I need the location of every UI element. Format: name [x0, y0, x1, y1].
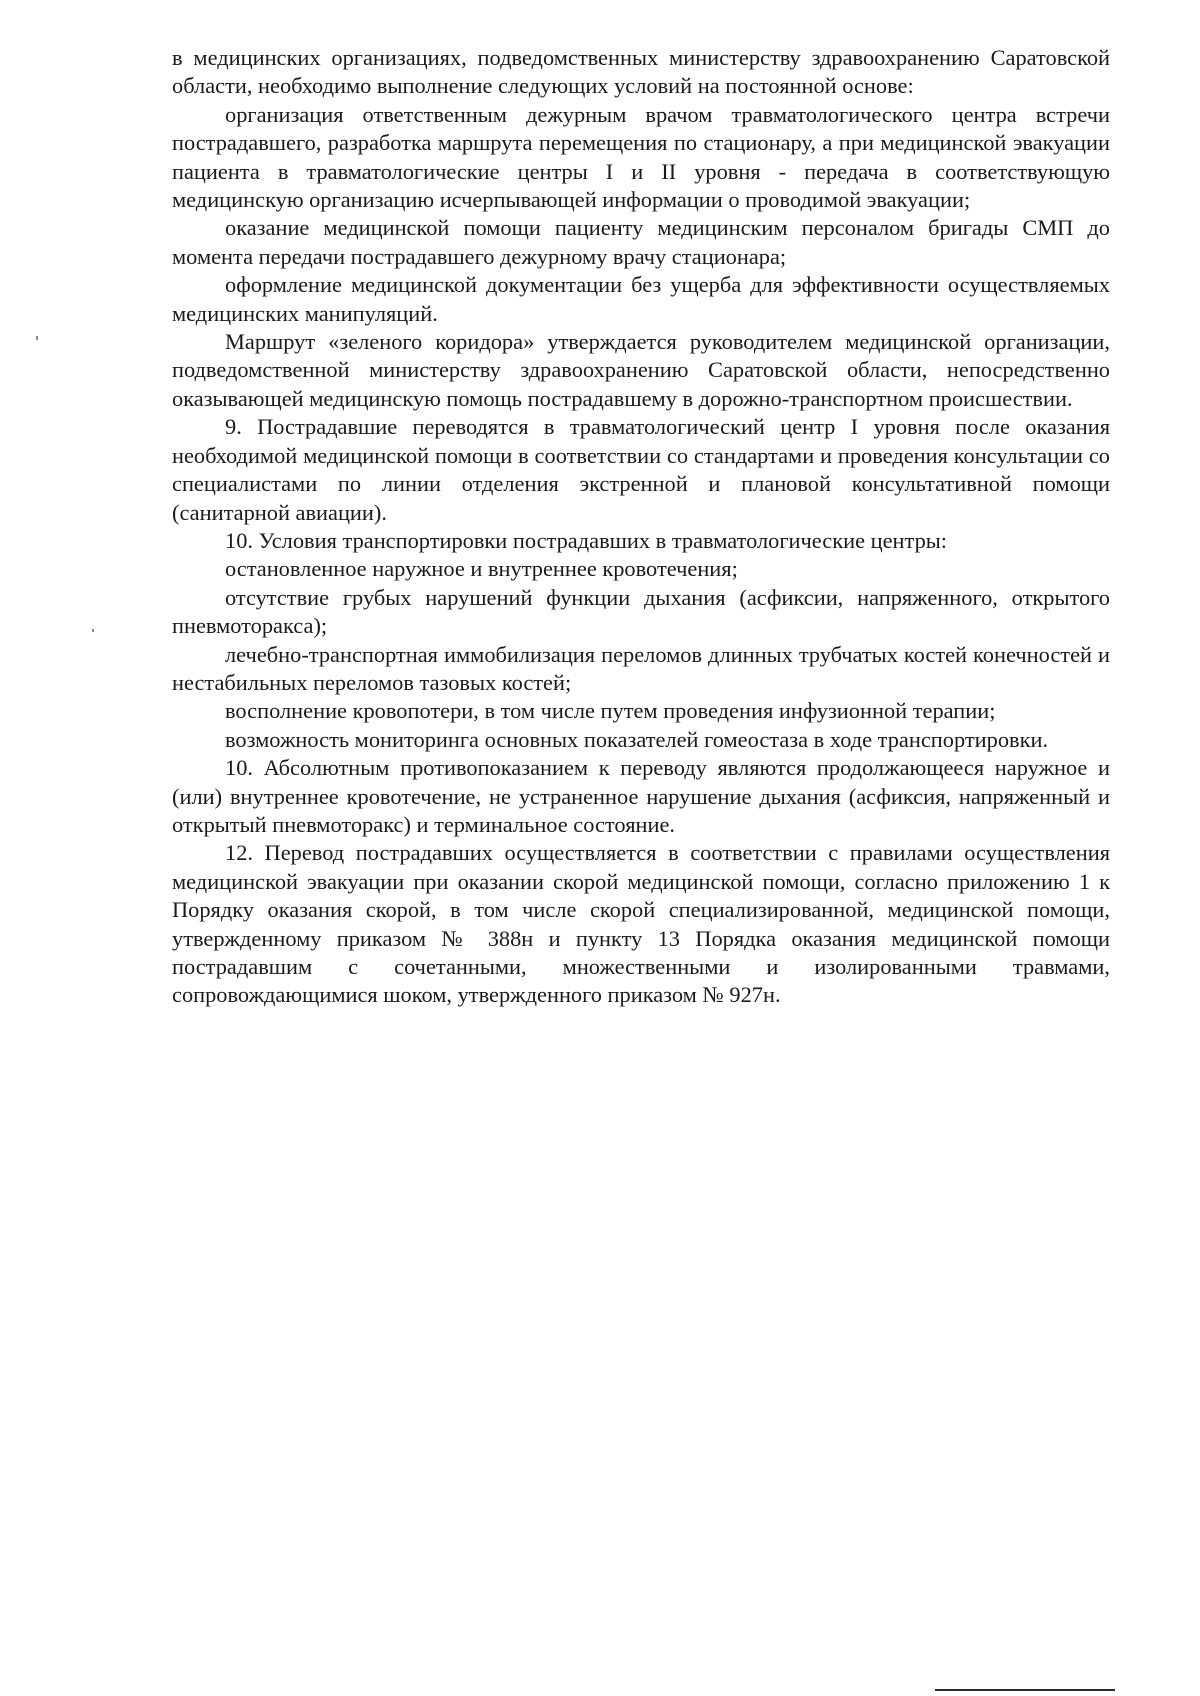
paragraph: остановленное наружное и внутреннее кровотечения; [225, 556, 738, 582]
scan-speck [92, 629, 94, 632]
paragraph: лечебно-транспортная иммобилизация переломов длинных трубчатых костей конечностей и нестабильных переломов тазовых костей; [172, 641, 1110, 695]
paragraph: возможность мониторинга основных показателей гомеостаза в ходе транспортировки. [225, 726, 1049, 752]
paragraph: 9. Пострадавшие переводятся в травматологический центр I уровня после оказания необходимой медицинской помощи в соответствии со стандартами и проведения консультации со специалистами по линии отделения экстренной и плановой консультативной помощи (санитарной авиации). [172, 414, 1110, 525]
scan-speck [36, 336, 38, 340]
document-body [172, 44, 1110, 1010]
paragraph: организация ответственным дежурным врачом травматологического центра встречи пострадавшего, разработка маршрута перемещения по стационару, а при медицинской эвакуации пациента в травматологические центры I и II уровня - передача в соответствующую медицинскую организацию исчерпывающей информации о проводимой эвакуации; [172, 101, 1110, 213]
paragraph: Маршрут «зеленого коридора» утверждается руководителем медицинской организации, подведомственной министерству здравоохранению Саратовской области, непосредственно оказывающей медицинскую помощь пострадавшему в дорожно-транспортном происшествии. [172, 329, 1110, 411]
paragraph: 10. Абсолютным противопоказанием к переводу являются продолжающееся наружное и (или) внутреннее кровотечение, не устраненное нарушение дыхания (асфиксия, напряженный и открытый пневмоторакс) и терминальное состояние. [172, 755, 1110, 837]
footer-rule [935, 1689, 1115, 1691]
paragraph: оказание медицинской помощи пациенту медицинским персоналом бригады СМП до момента передачи пострадавшего дежурному врачу стационара; [172, 215, 1110, 269]
paragraph: 12. Перевод пострадавших осуществляется в соответствии с правилами осуществления медицинской эвакуации при оказании скорой медицинской помощи, согласно приложению 1 к Порядку оказания скорой, в том числе скорой специализированной, медицинской помощи, утвержденному приказом № 388н и пункту 13 Порядка оказания медицинской помощи пострадавшим с сочетанными, множественными и изолированными травмами, сопровождающимися шоком, утвержденного приказом № 927н. [172, 840, 1110, 1008]
paragraph: в медицинских организациях, подведомственных министерству здравоохранению Саратовской области, необходимо выполнение следующих условий на постоянной основе: [172, 45, 1110, 99]
paragraph: 10. Условия транспортировки пострадавших в травматологические центры: [225, 527, 948, 553]
paragraph: отсутствие грубых нарушений функции дыхания (асфиксии, напряженного, открытого пневмоторакса); [172, 584, 1110, 639]
paragraph: оформление медицинской документации без ущерба для эффективности осуществляемых медицинских манипуляций. [172, 272, 1110, 326]
paragraph: восполнение кровопотери, в том числе путем проведения инфузионной терапии; [225, 698, 996, 724]
